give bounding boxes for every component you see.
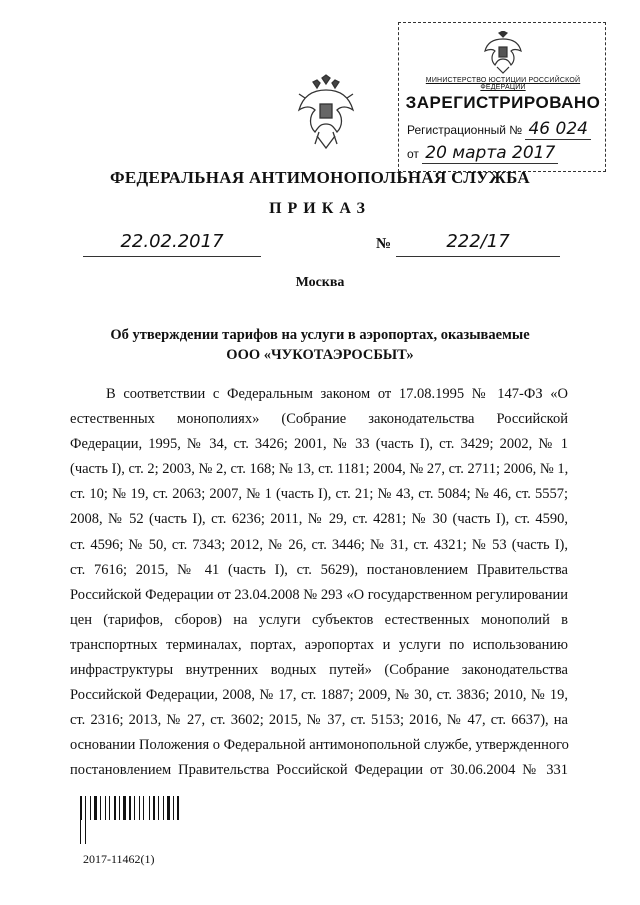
body-line: ст. 2316; 2013, № 27, ст. 3602; 2015, № 37, ст. 5153; 2016, № 47, ст. 6637), на — [70, 712, 568, 729]
barcode-bar — [134, 796, 135, 820]
barcode-bar — [85, 820, 86, 844]
barcode-bar — [123, 796, 126, 820]
body-line: В соответствии с Федеральным законом от 17.08.1995 № 147-ФЗ «О — [106, 386, 568, 402]
barcode-bar — [94, 796, 97, 820]
body-line: транспортных терминалах, портах, аэропортах и услуги по использованию — [70, 636, 568, 653]
barcode-bar — [121, 796, 122, 820]
barcode-bar — [160, 796, 162, 820]
barcode-bar — [92, 796, 93, 820]
barcode-bar — [119, 796, 120, 820]
barcode-bar — [132, 796, 133, 820]
barcode-bar — [158, 796, 159, 820]
barcode-bar — [80, 796, 82, 820]
barcode-bar — [173, 796, 174, 820]
barcode-bar — [156, 796, 157, 820]
barcode-bar — [80, 820, 81, 844]
barcode-bar — [109, 796, 110, 820]
stamp-reg-number: 46 024 — [525, 119, 590, 140]
barcode-bar — [171, 796, 172, 820]
barcode-bar — [175, 796, 176, 820]
order-title — [70, 325, 570, 365]
barcode-bar — [151, 796, 152, 820]
barcode-bar — [129, 796, 131, 820]
stamp-reg-date: 20 марта 2017 — [422, 143, 558, 164]
barcode — [80, 796, 182, 820]
order-date: 22.02.2017 — [83, 228, 261, 257]
body-line: 2008, № 52 (часть I), ст. 6236; 2011, № 29, ст. 4281; № 30 (часть I), ст. 4590, — [70, 511, 568, 528]
barcode-bar — [90, 796, 91, 820]
barcode-bar — [143, 796, 144, 820]
stamp-ministry-text: МИНИСТЕРСТВО ЮСТИЦИИ РОССИЙСКОЙ ФЕДЕРАЦИИ — [425, 77, 581, 91]
barcode-bar — [83, 796, 84, 820]
barcode-bar — [145, 796, 148, 820]
body-line: ст. 10; № 19, ст. 2063; 2007, № 1 (часть I), ст. 21; № 43, ст. 5084; № 46, ст. 5557; — [70, 486, 568, 503]
barcode-bar — [111, 796, 113, 820]
barcode-bar — [177, 796, 179, 820]
number-sign: № — [376, 236, 392, 252]
body-line: (часть I), ст. 2; 2003, № 2, ст. 168; № 13, ст. 1181; 2004, № 27, ст. 2711; 2006, № 1, — [70, 461, 569, 478]
barcode-bar — [87, 820, 88, 844]
stamp-reg-number-line — [407, 119, 603, 139]
barcode-bar — [87, 796, 89, 820]
body-line: ст. 7616; 2015, № 41 (часть I), ст. 5629), постановлением Правительства — [70, 561, 568, 578]
barcode-bar — [165, 796, 166, 820]
registration-stamp — [398, 22, 606, 172]
order-body — [70, 382, 568, 784]
order-title-line-1: Об утверждении тарифов на услуги в аэропортах, оказываемые — [110, 327, 530, 343]
barcode-bar — [163, 796, 164, 820]
barcode-bar — [117, 796, 118, 820]
body-line: Российской Федерации от 23.04.2008 № 293 «О государственном регулировании — [70, 586, 568, 603]
body-line: ст. 4596; № 50, ст. 7343; 2012, № 26, ст. 3446; № 31, ст. 4321; № 53 (часть I), — [70, 536, 568, 553]
stamp-date-line — [407, 143, 603, 163]
barcode-bar — [153, 796, 155, 820]
barcode-bar — [167, 796, 170, 820]
order-title-line-2: ООО «ЧУКОТАЭРОСБЫТ» — [226, 347, 414, 363]
body-line: инфраструктуры внутренних водных путей» (Собрание законодательства — [70, 662, 568, 679]
order-heading: ПРИКАЗ — [269, 200, 371, 217]
barcode-bar — [114, 796, 116, 820]
barcode-bar — [82, 820, 84, 844]
document-id: 2017-11462(1) — [83, 852, 155, 866]
stamp-registered-text: ЗАРЕГИСТРИРОВАНО — [405, 93, 601, 112]
stamp-reg-number-label: Регистрационный № — [407, 123, 523, 137]
body-line: постановлением Правительства Российской Федерации от 30.06.2004 № 331 — [70, 762, 568, 779]
order-number: 222/17 — [396, 228, 560, 257]
barcode-bar — [180, 796, 181, 820]
barcode-bar — [98, 796, 99, 820]
barcode-bar — [141, 796, 142, 820]
barcode-bar — [127, 796, 128, 820]
body-line: цен (тарифов, сборов) на услуги субъектов естественных монополий в — [70, 611, 568, 628]
double-headed-eagle-icon — [295, 74, 357, 152]
body-line: Федерации, 1995, № 34, ст. 3426; 2001, № 33 (часть I), ст. 3429; 2002, № 1 — [70, 436, 568, 453]
agency-name: ФЕДЕРАЛЬНАЯ АНТИМОНОПОЛЬНАЯ СЛУЖБА — [109, 168, 530, 187]
barcode-bar — [105, 796, 106, 820]
body-line: основании Положения о Федеральной антимонопольной службе, утвержденного — [70, 737, 569, 754]
stamp-date-label: от — [407, 147, 419, 161]
body-line: естественных монополиях» (Собрание законодательства Российской — [70, 411, 568, 428]
barcode-bar — [102, 796, 104, 820]
city-name: Москва — [295, 275, 345, 290]
barcode-bar — [149, 796, 150, 820]
body-line: Российской Федерации, 2008, № 17, ст. 1887; 2009, № 30, ст. 3836; 2010, № 19, — [70, 687, 568, 704]
coat-of-arms-icon — [479, 31, 527, 75]
barcode-bar — [85, 796, 86, 820]
barcode-bar — [107, 796, 108, 820]
barcode-bar — [136, 796, 138, 820]
barcode-bar — [139, 796, 140, 820]
barcode-bar — [100, 796, 101, 820]
